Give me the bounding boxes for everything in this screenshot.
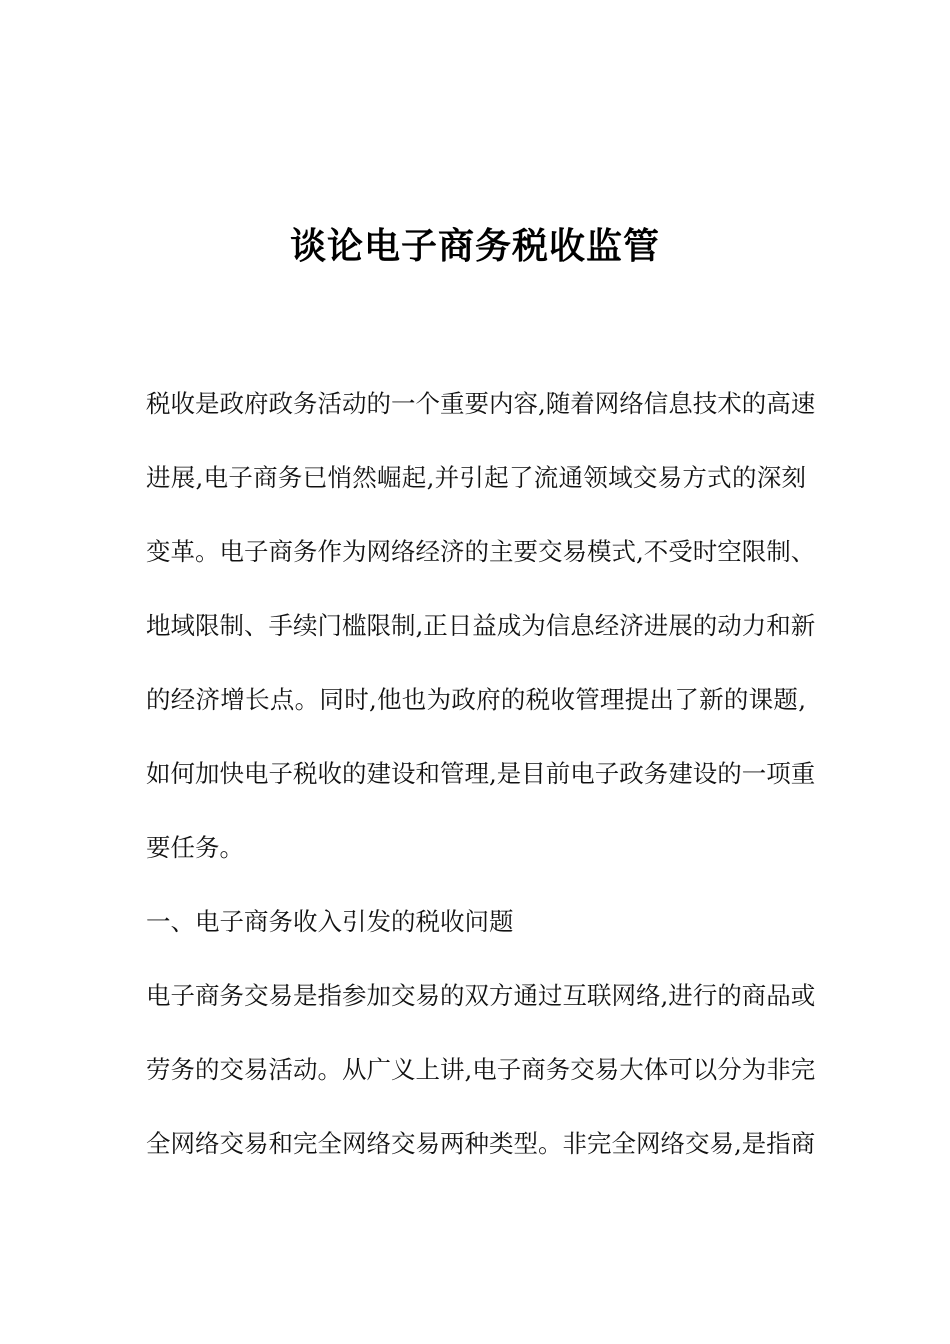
paragraph-line: 全网络交易和完全网络交易两种类型。非完全网络交易,是指商 xyxy=(146,1129,816,1158)
paragraph-line: 劳务的交易活动。从广义上讲,电子商务交易大体可以分为非完 xyxy=(146,1055,816,1084)
paragraph-line: 进展,电子商务已悄然崛起,并引起了流通领域交易方式的深刻 xyxy=(146,463,806,492)
paragraph-line: 电子商务交易是指参加交易的双方通过互联网络,进行的商品或 xyxy=(146,981,816,1010)
section-heading: 一、电子商务收入引发的税收问题 xyxy=(146,907,514,936)
paragraph-line: 要任务。 xyxy=(146,833,244,862)
paragraph-line: 地域限制、手续门槛限制,正日益成为信息经济进展的动力和新 xyxy=(146,611,816,640)
paragraph-line: 变革。电子商务作为网络经济的主要交易模式,不受时空限制、 xyxy=(146,537,816,566)
document-title: 谈论电子商务税收监管 xyxy=(289,226,660,267)
paragraph-line: 如何加快电子税收的建设和管理,是目前电子政务建设的一项重 xyxy=(146,759,816,788)
paragraph-line: 的经济增长点。同时,他也为政府的税收管理提出了新的课题, xyxy=(146,685,806,714)
paragraph-line: 税收是政府政务活动的一个重要内容,随着网络信息技术的高速 xyxy=(146,389,816,418)
